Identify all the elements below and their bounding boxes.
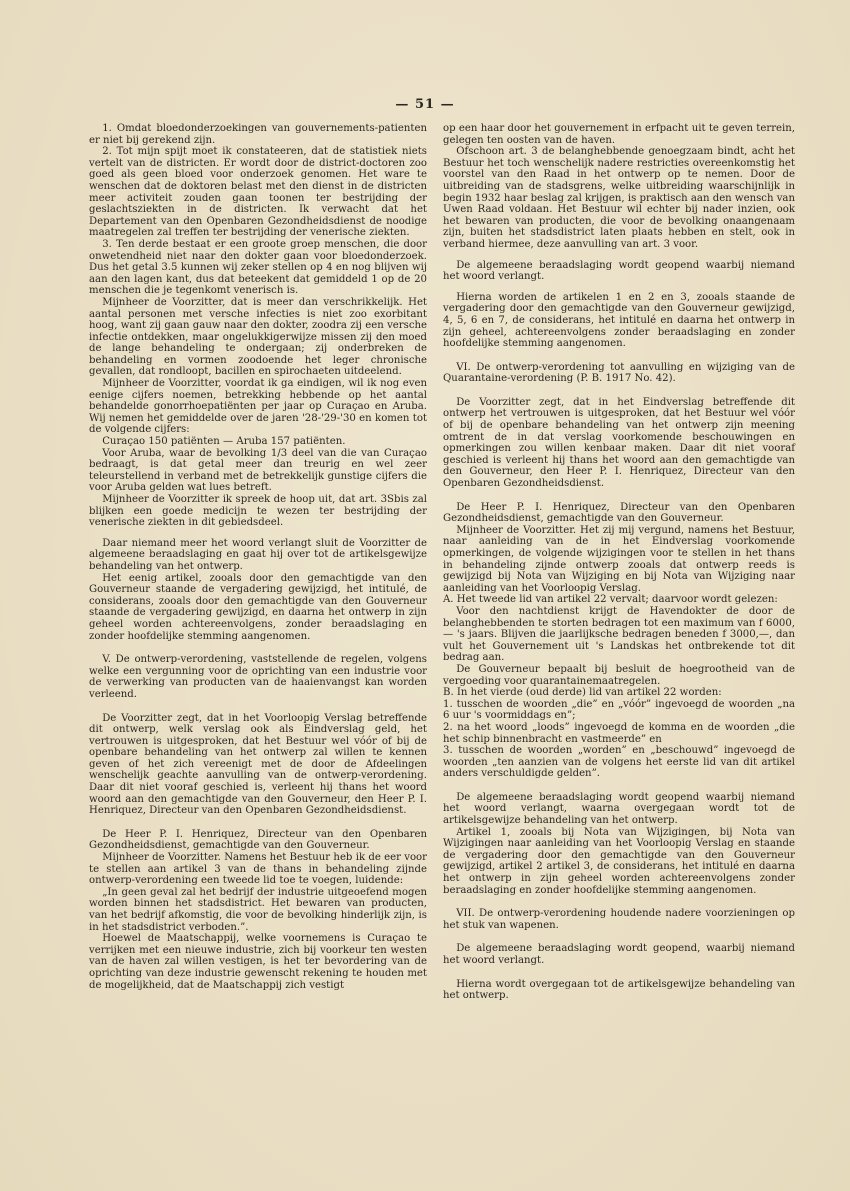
list-item: B. In het vierde (oud derde) lid van artikel 22 worden:	[443, 687, 722, 699]
list-item: 3. tusschen de woorden „worden” en „beschouwd” ingevoegd de woorden „ten aanzien van de volgens het eerste lid van dit artikel anders verschuldigde gelden”.	[443, 745, 795, 780]
paragraph: Voor Aruba, waar de bevolking 1/3 deel van die van Curaçao bedraagt, is dat getal meer dan treurig en wel zeer teleurstellend in verband met de betrekkelijk gunstige cijfers die voor Aruba gelden wat lues betreft.	[89, 447, 427, 494]
paragraph: 1. Omdat bloedonderzoekingen van gouvernements-patienten er niet bij gerekend zijn.	[89, 123, 427, 146]
paragraph: De algemeene beraadslaging wordt geopend, waarbij niemand het woord verlangt.	[443, 943, 795, 966]
paragraph: op een haar door het gouvernement in erfpacht uit te geven terrein, gelegen ten oosten van de haven.	[443, 123, 795, 146]
paragraph: Daar niemand meer het woord verlangt sluit de Voorzitter de algemeene beraadslaging en gaat hij over tot de artikelsgewijze behandeling van het ontwerp.	[89, 537, 427, 572]
paragraph: De Gouverneur bepaalt bij besluit de hoegrootheid van de vergoeding voor quarantainemaatregelen.	[443, 663, 795, 687]
section-heading-vi: VI. De ontwerp-verordening tot aanvulling en wijziging van de Quarantaine-verordening (P. B. 1917 No. 42).	[443, 361, 795, 385]
paragraph: Het eenig artikel, zooals door den gemachtigde van den Gouverneur staande de vergadering gewijzigd, het intitulé, de considerans, zooals door den gemachtigde van den Gouverneur staande de vergadering gewijzigd, en daarna het ontwerp in zijn geheel worden achtereenvolgens, zonder beraadslaging en zonder hoofdelijke stemming aangenomen.	[89, 572, 427, 642]
section-heading-v: V. De ontwerp-verordening, vaststellende de regelen, volgens welke een vergunning voor de oprichting van een industrie voor de verwerking van producten van de haaienvangst kan worden verleend.	[89, 654, 427, 700]
paragraph: 3. Ten derde bestaat er een groote groep menschen, die door onwetendheid niet naar den dokter gaan voor bloedonderzoek. Dus het getal 3.5 kunnen wij zeker stellen op 4 en nog blijven wij aan den lagen kant, dus dat beteekent dat gemiddeld 1 op de 20 menschen die je tegenkomt venerisch is.	[89, 238, 427, 297]
paragraph: Voor den nachtdienst krijgt de Havendokter de door de belanghebbenden te storten bedragen tot een maximum van f 6000,— 's jaars. Blijven die jaarlijksche bedragen beneden f 3000,—, dan vult het Gouvernement uit 's Landskas het ontbrekende tot dit bedrag aan.	[443, 605, 795, 664]
quoted-amendment: „In geen geval zal het bedrijf der industrie uitgeoefend mogen worden binnen het stadsdistrict. Het bewaren van producten, van het bedrijf afkomstig, die voor de bevolking hinderlijk zijn, is in het stadsdistrict verboden.”.	[89, 886, 427, 933]
paragraph: Hierna worden de artikelen 1 en 2 en 3, zooals staande de vergadering door den gemachtigde van den Gouverneur gewijzigd, 4, 5, 6 en 7, de considerans, het intitulé en daarna het ontwerp in zijn geheel, achtereenvolgens zonder beraadslaging en zonder hoofdelijke stemming aangenomen.	[443, 291, 795, 350]
paragraph: Hoewel de Maatschappij, welke voornemens is Curaçao te verrijken met een nieuwe industrie, zich bij voorkeur ten westen van de haven zal willen vestigen, is het ter bevordering van de oprichting van deze industrie gewenscht rekening te houden met de mogelijkheid, dat de Maatschappij zich vestigt	[89, 933, 427, 991]
paragraph: De Voorzitter zegt, dat in het Voorloopig Verslag betreffende dit ontwerp, welk verslag ook als Eindverslag geld, het vertrouwen is uitgesproken, dat het Bestuur wel vóór of bij de openbare behandeling van het ontwerp zal willen te kennen geven of het zich vereenigt met de door de Afdeelingen wenschelijk geachte aanvulling van de ontwerp-verordening. Daar dit niet vooraf geschied is, verleent hij thans het woord woord aan den gemachtigde van den Gouverneur, den Heer P. I. Henriquez, Directeur van den Openbaren Gezondheidsdienst.	[89, 712, 427, 817]
list-item: 2. na het woord „loods” ingevoegd de komma en de woorden „die het schip binnenbracht en vastmeerde” en	[443, 721, 795, 745]
paragraph: Mijnheer de Voorzitter. Namens het Bestuur heb ik de eer voor te stellen aan artikel 3 van de thans in behandeling zijnde ontwerp-verordening een tweede lid toe te voegen, luidende:	[89, 852, 427, 887]
paragraph: De algemeene beraadslaging wordt geopend waarbij niemand het woord verlangt.	[443, 259, 795, 283]
list-item: 1. tusschen de woorden „die” en „vóór” ingevoegd de woorden „na 6 uur 's voormiddags en”;	[443, 698, 795, 722]
paragraph: De Voorzitter zegt, dat in het Eindverslag betreffende dit ontwerp het vertrouwen is uitgesproken, dat het Bestuur wel vóór of bij de openbare behandeling van het ontwerp zijn meening omtrent de in dat verslag voorkomende beschouwingen en opmerkingen zou willen kenbaar maken. Daar dit niet vooraf geschied is verleent hij thans het woord aan den gemachtigde van den Gouverneur, den Heer P. I. Henriquez, Directeur van den Openbaren Gezondheidsdienst.	[443, 396, 795, 490]
paragraph: Mijnheer de Voorzitter, dat is meer dan verschrikkelijk. Het aantal personen met versche infecties is niet zoo exorbitant hoog, want zij gaan gauw naar den dokter, zoodra zij een versche infectie ontdekken, maar ongelukkigerwijze missen zij den moed de lange behandeling te ondergaan; zij onderbreken de behandeling en vormen zoodoende het leger chronische gevallen, dat rondloopt, bacillen en spirochaeten uitdeelend.	[89, 296, 427, 378]
paragraph: Artikel 1, zooals bij Nota van Wijzigingen, bij Nota van Wijzigingen naar aanleiding van het Voorloopig Verslag en staande de vergadering door den gemachtigde van den Gouverneur gewijzigd, artikel 2 artikel 3, de considerans, het intitulé en daarna het ontwerp in zijn geheel worden achtereenvolgens zonder beraadslaging en zonder hoofdelijke stemming aangenomen.	[443, 826, 795, 896]
right-column	[443, 123, 795, 1002]
paragraph: Mijnheer de Voorzitter ik spreek de hoop uit, dat art. 3Sbis zal blijken een goede medicijn te wezen ter bestrijding der venerische ziekten in dit gebiedsdeel.	[89, 494, 427, 529]
section-heading-vii: VII. De ontwerp-verordening houdende nadere voorzieningen op het stuk van wapenen.	[443, 908, 795, 931]
paragraph: De algemeene beraadslaging wordt geopend waarbij niemand het woord verlangt, waarna overgegaan wordt tot de artikelsgewijze behandeling van het ontwerp.	[443, 791, 795, 827]
page-number: — 51 —	[395, 97, 455, 112]
list-item: A. Het tweede lid van artikel 22 vervalt; daarvoor wordt gelezen:	[443, 594, 778, 606]
paragraph: Mijnheer de Voorzitter. Het zij mij vergund, namens het Bestuur, naar aanleiding van de in het Eindverslag voorkomende opmerkingen, de volgende wijzigingen voor te stellen in het thans in behandeling zijnde ontwerp zooals dat ontwerp reeds is gewijzigd bij Nota van Wijziging en bij Nota van Wijziging naar aanleiding van het Voorloopig Verslag.	[443, 524, 795, 594]
paragraph: Ofschoon art. 3 de belanghebbende genoegzaam bindt, acht het Bestuur het toch wenschelijk nadere restricties overeenkomstig het voorstel van den Raad in het ontwerp op te nemen. Door de uitbreiding van de stadsgrens, welke uitbreiding waarschijnlijk in begin 1932 haar beslag zal krijgen, is praktisch aan den wensch van Uwen Raad voldaan. Het Bestuur wil echter bij nader inzien, ook het bewaren van producten, die voor de bevolking onaangenaam zijn, buiten het stadsdistrict laten plaats hebben en stelt, ook in verband hiermee, deze aanvulling van art. 3 voor.	[443, 146, 795, 250]
paragraph: Mijnheer de Voorzitter, voordat ik ga eindigen, wil ik nog even eenige cijfers noemen, betrekking hebbende op het aantal behandelde gonorrhoepatiënten per jaar op Curaçao en Aruba. Wij nemen het gemiddelde over de jaren '28-'29-'30 en komen tot de volgende cijfers:	[89, 378, 427, 436]
speaker-heading: De Heer P. I. Henriquez, Directeur van den Openbaren Gezondheidsdienst, gemachtigde van den Gouverneur.	[443, 501, 795, 525]
speaker-heading: De Heer P. I. Henriquez, Directeur van den Openbaren Gezondheidsdienst, gemachtigde van den Gouverneur.	[89, 828, 427, 852]
paragraph: 2. Tot mijn spijt moet ik constateeren, dat de statistiek niets vertelt van de districten. Er wordt door de district-doctoren zoo goed als geen bloed voor onderzoek genomen. Het ware te wenschen dat de doktoren belast met den dienst in de districten meer activiteit zouden gaan toonen ter bestrijding der geslachtsziekten in de districten. Ik verwacht dat het Departement van den Openbaren Gezondheidsdienst de noodige maatregelen zal treffen ter bestrijding der venerische ziekten.	[89, 146, 427, 239]
paragraph: Curaçao 150 patiënten — Aruba 157 patiënten.	[102, 436, 346, 448]
paragraph: Hierna wordt overgegaan tot de artikelsgewijze behandeling van het ontwerp.	[443, 978, 795, 1002]
left-column	[89, 123, 427, 991]
